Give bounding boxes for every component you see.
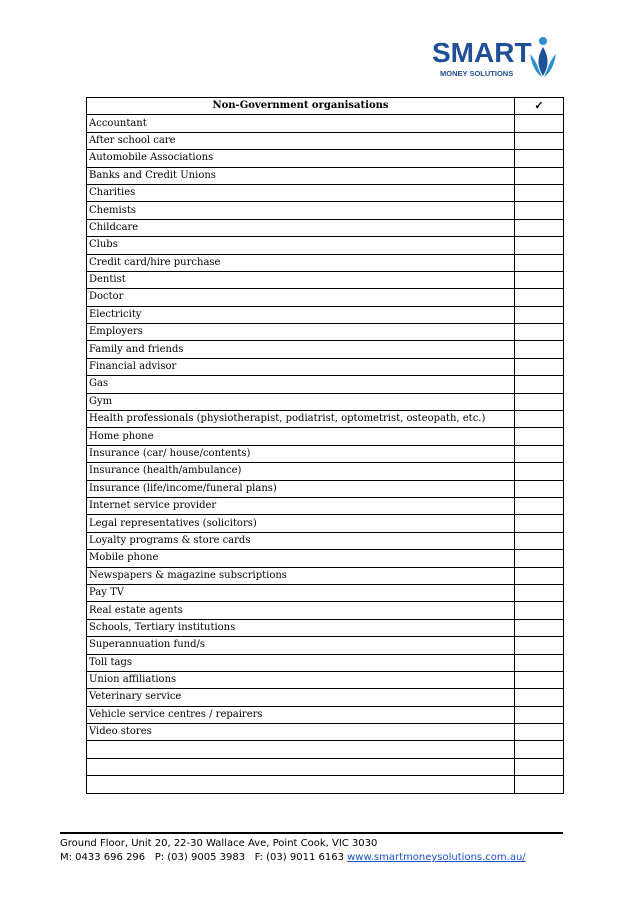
table-row: [87, 184, 564, 201]
lotus-figure-icon: [530, 37, 556, 77]
column-header-organisations: Non-Government organisations: [87, 98, 515, 115]
organisation-label: Gas: [87, 376, 515, 393]
table-row: [87, 132, 564, 149]
check-cell[interactable]: [515, 306, 564, 323]
organisation-label: Credit card/hire purchase: [87, 254, 515, 271]
check-cell[interactable]: [515, 584, 564, 601]
table-row: [87, 567, 564, 584]
table-row: [87, 724, 564, 741]
table-row: [87, 289, 564, 306]
check-cell[interactable]: [515, 776, 564, 793]
organisation-label: Superannuation fund/s: [87, 637, 515, 654]
table-row: [87, 167, 564, 184]
check-cell[interactable]: [515, 724, 564, 741]
table-row: [87, 654, 564, 671]
organisation-label: Electricity: [87, 306, 515, 323]
organisation-label: Financial advisor: [87, 358, 515, 375]
check-cell[interactable]: [515, 202, 564, 219]
organisation-label: Automobile Associations: [87, 150, 515, 167]
check-cell[interactable]: [515, 567, 564, 584]
organisation-label: Banks and Credit Unions: [87, 167, 515, 184]
table-row: [87, 619, 564, 636]
table-row: [87, 706, 564, 723]
organisation-label: Pay TV: [87, 584, 515, 601]
table-row: [87, 445, 564, 462]
check-cell[interactable]: [515, 637, 564, 654]
table-row: [87, 115, 564, 132]
organisation-label: Charities: [87, 184, 515, 201]
organisation-label: Toll tags: [87, 654, 515, 671]
table-row: [87, 480, 564, 497]
check-cell[interactable]: [515, 237, 564, 254]
table-row: [87, 463, 564, 480]
organisation-label: Vehicle service centres / repairers: [87, 706, 515, 723]
footer-website-link[interactable]: www.smartmoneysolutions.com.au/: [347, 852, 526, 863]
organisation-label: Loyalty programs & store cards: [87, 532, 515, 549]
organisation-label: [87, 776, 515, 793]
organisation-label: Accountant: [87, 115, 515, 132]
table-row: [87, 532, 564, 549]
table-row: [87, 741, 564, 758]
check-cell[interactable]: [515, 393, 564, 410]
check-cell[interactable]: [515, 376, 564, 393]
check-cell[interactable]: [515, 324, 564, 341]
checkmark-icon: ✓: [515, 98, 564, 115]
check-cell[interactable]: [515, 219, 564, 236]
organisation-label: Schools, Tertiary institutions: [87, 619, 515, 636]
organisation-label: Family and friends: [87, 341, 515, 358]
check-cell[interactable]: [515, 445, 564, 462]
table-row: [87, 376, 564, 393]
organisation-label: Video stores: [87, 724, 515, 741]
organisation-label: Legal representatives (solicitors): [87, 515, 515, 532]
check-cell[interactable]: [515, 289, 564, 306]
check-cell[interactable]: [515, 532, 564, 549]
table-row: [87, 758, 564, 775]
check-cell[interactable]: [515, 150, 564, 167]
page-footer: [60, 832, 563, 865]
check-cell[interactable]: [515, 132, 564, 149]
organisation-label: Clubs: [87, 237, 515, 254]
table-row: [87, 271, 564, 288]
table-row: [87, 411, 564, 428]
check-cell[interactable]: [515, 497, 564, 514]
footer-fax: F: (03) 9011 6163: [254, 852, 344, 863]
check-cell[interactable]: [515, 428, 564, 445]
table-row: [87, 584, 564, 601]
organisation-label: Real estate agents: [87, 602, 515, 619]
organisation-label: Insurance (health/ambulance): [87, 463, 515, 480]
check-cell[interactable]: [515, 706, 564, 723]
check-cell[interactable]: [515, 689, 564, 706]
check-cell[interactable]: [515, 741, 564, 758]
organisation-label: Gym: [87, 393, 515, 410]
footer-mobile: M: 0433 696 296: [60, 852, 146, 863]
organisation-label: Doctor: [87, 289, 515, 306]
organisation-label: Home phone: [87, 428, 515, 445]
logo-tagline: MONEY SOLUTIONS: [440, 69, 514, 78]
table-row: [87, 254, 564, 271]
organisation-label: Union affiliations: [87, 671, 515, 688]
table-row: [87, 428, 564, 445]
smart-money-solutions-logo: [432, 32, 572, 84]
check-cell[interactable]: [515, 115, 564, 132]
check-cell[interactable]: [515, 602, 564, 619]
check-cell[interactable]: [515, 758, 564, 775]
organisation-label: Insurance (life/income/funeral plans): [87, 480, 515, 497]
organisation-label: After school care: [87, 132, 515, 149]
logo-wordmark: SMART: [432, 37, 532, 68]
table-row: [87, 219, 564, 236]
table-header-row: [87, 98, 564, 115]
check-cell[interactable]: [515, 341, 564, 358]
organisation-label: Internet service provider: [87, 497, 515, 514]
table-row: [87, 237, 564, 254]
organisation-label: Newspapers & magazine subscriptions: [87, 567, 515, 584]
table-row: [87, 324, 564, 341]
organisation-label: Health professionals (physiotherapist, podiatrist, optometrist, osteopath, etc.): [87, 411, 515, 428]
organisation-label: Childcare: [87, 219, 515, 236]
organisations-checklist-table: [86, 97, 564, 794]
check-cell[interactable]: [515, 167, 564, 184]
check-cell[interactable]: [515, 515, 564, 532]
table-row: [87, 776, 564, 793]
check-cell[interactable]: [515, 550, 564, 567]
table-row: [87, 515, 564, 532]
check-cell[interactable]: [515, 411, 564, 428]
check-cell[interactable]: [515, 184, 564, 201]
footer-phone: P: (03) 9005 3983: [154, 852, 246, 863]
table-row: [87, 150, 564, 167]
organisation-label: Insurance (car/ house/contents): [87, 445, 515, 462]
check-cell[interactable]: [515, 254, 564, 271]
organisation-label: [87, 758, 515, 775]
organisation-label: Dentist: [87, 271, 515, 288]
table-row: [87, 393, 564, 410]
check-cell[interactable]: [515, 271, 564, 288]
table-row: [87, 689, 564, 706]
table-row: [87, 671, 564, 688]
footer-contacts: [60, 851, 563, 865]
table-row: [87, 306, 564, 323]
table-row: [87, 550, 564, 567]
organisation-label: Employers: [87, 324, 515, 341]
organisation-label: Mobile phone: [87, 550, 515, 567]
check-cell[interactable]: [515, 463, 564, 480]
table-row: [87, 602, 564, 619]
organisation-label: [87, 741, 515, 758]
organisation-label: Veterinary service: [87, 689, 515, 706]
check-cell[interactable]: [515, 671, 564, 688]
table-row: [87, 358, 564, 375]
check-cell[interactable]: [515, 480, 564, 497]
check-cell[interactable]: [515, 654, 564, 671]
check-cell[interactable]: [515, 358, 564, 375]
table-row: [87, 341, 564, 358]
check-cell[interactable]: [515, 619, 564, 636]
table-row: [87, 637, 564, 654]
table-row: [87, 202, 564, 219]
organisation-label: Chemists: [87, 202, 515, 219]
footer-address: Ground Floor, Unit 20, 22-30 Wallace Ave, Point Cook, VIC 3030: [60, 838, 378, 849]
table-row: [87, 497, 564, 514]
